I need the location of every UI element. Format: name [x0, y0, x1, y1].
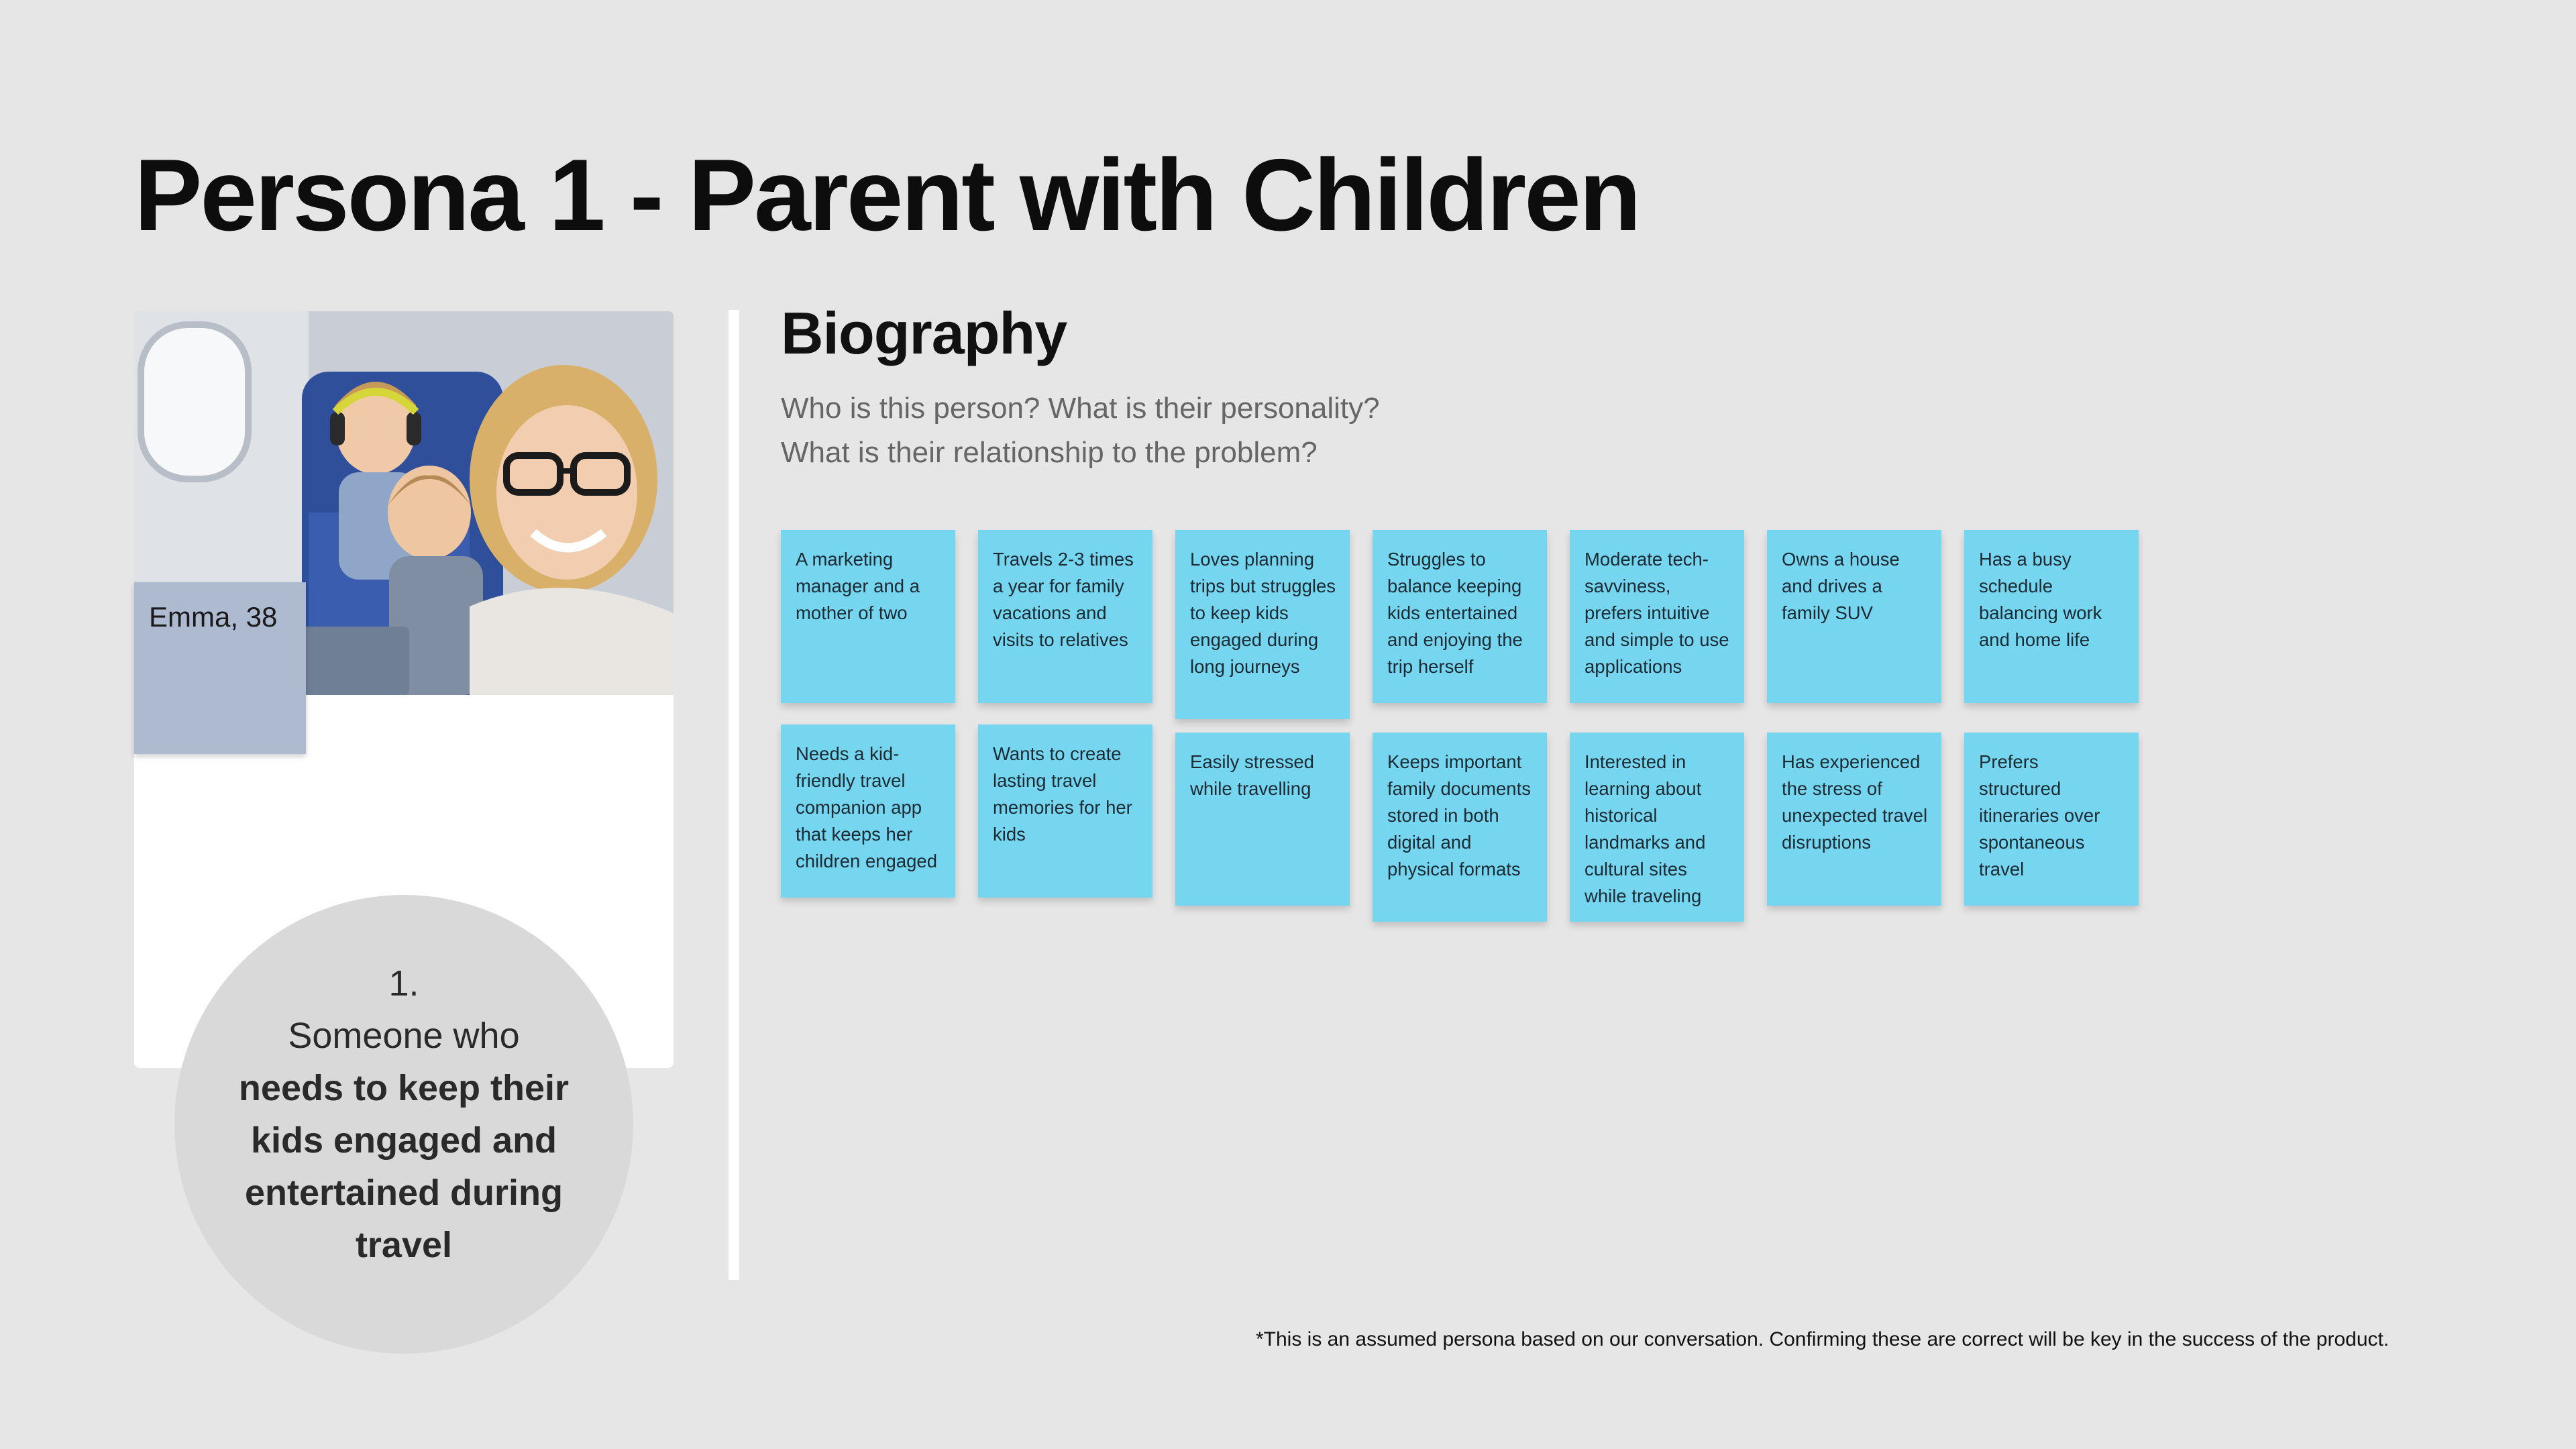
- statement-bold: needs to keep their kids engaged and entertained during travel: [238, 1068, 570, 1265]
- sticky-note: Moderate tech-savviness, prefers intuitive and simple to use applications: [1570, 530, 1744, 703]
- biography-prompt: [781, 386, 1380, 475]
- sticky-note: A marketing manager and a mother of two: [781, 530, 955, 703]
- page-title: Persona 1 - Parent with Children: [134, 138, 1640, 252]
- sticky-note: Owns a house and drives a family SUV: [1767, 530, 1941, 703]
- persona-name-tag: [134, 582, 306, 754]
- persona-name-age: Emma, 38: [149, 601, 278, 633]
- statement-number: 1.: [388, 963, 419, 1004]
- sticky-note: Keeps important family documents stored in both digital and physical formats: [1373, 733, 1547, 922]
- sticky-note: Has a busy schedule balancing work and home life: [1964, 530, 2139, 703]
- persona-statement-circle: [174, 895, 633, 1354]
- sticky-note: Interested in learning about historical landmarks and cultural sites while traveling: [1570, 733, 1744, 922]
- sticky-note: Has experienced the stress of unexpected travel disruptions: [1767, 733, 1941, 906]
- section-divider: [729, 310, 739, 1280]
- statement-plain: Someone who: [288, 1016, 520, 1056]
- persona-statement: [229, 957, 578, 1271]
- sticky-note: Needs a kid-friendly travel companion app that keeps her children engaged: [781, 724, 955, 898]
- sticky-note: Loves planning trips but struggles to keep kids engaged during long journeys: [1175, 530, 1350, 719]
- footnote: *This is an assumed persona based on our conversation. Confirming these are correct will be key in the success of the product.: [1256, 1328, 2390, 1350]
- sticky-note: Prefers structured itineraries over spontaneous travel: [1964, 733, 2139, 906]
- sticky-note: Travels 2-3 times a year for family vacations and visits to relatives: [978, 530, 1152, 703]
- sticky-note: Struggles to balance keeping kids entertained and enjoying the trip herself: [1373, 530, 1547, 703]
- sticky-note: Wants to create lasting travel memories for her kids: [978, 724, 1152, 898]
- biography-heading: Biography: [781, 300, 1067, 366]
- sticky-note: Easily stressed while travelling: [1175, 733, 1350, 906]
- biography-prompt-line2: What is their relationship to the problem?: [781, 436, 1318, 469]
- biography-prompt-line1: Who is this person? What is their personality?: [781, 392, 1380, 425]
